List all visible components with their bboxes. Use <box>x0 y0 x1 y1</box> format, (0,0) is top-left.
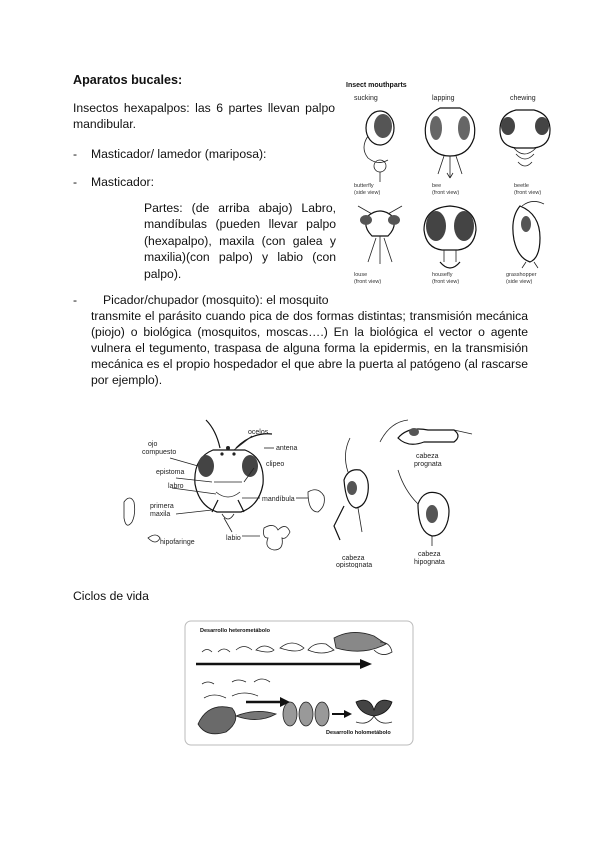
label-ojo: ojo <box>148 441 158 448</box>
label-opistognata: opistognata <box>336 562 373 568</box>
caption-louse: louse <box>354 272 368 278</box>
column-lapping: lapping <box>432 95 455 102</box>
caption-grasshopper: grasshopper <box>506 272 537 278</box>
label-hemimetabolous: Desarrollo heterometábolo <box>200 628 270 634</box>
bullet-piercing-sucking: Picador/chupador (mosquito): el mosquito <box>103 293 329 307</box>
caption-bee: bee <box>432 183 442 189</box>
caption-bee-view: (front view) <box>432 190 460 196</box>
label-clipeo: clipeo <box>266 461 285 468</box>
label-compuesto: compuesto <box>142 449 177 456</box>
bullet-dash: - <box>73 175 78 189</box>
label-ocelos: ocelos <box>248 429 269 436</box>
bullet-chewing: Masticador: <box>91 175 154 189</box>
bullet-dash: - <box>73 293 78 307</box>
caption-beetle-view: (front view) <box>514 190 542 196</box>
column-sucking: sucking <box>354 95 378 102</box>
bullet-dash: - <box>73 147 78 161</box>
label-labio: labio <box>226 535 241 542</box>
label-mandibula: mandíbula <box>262 496 295 503</box>
intro-paragraph: Insectos hexapalpos: las 6 partes llevan palpo mandibular. <box>73 101 335 131</box>
caption-beetle: beetle <box>514 183 529 189</box>
beetle-head-drawing <box>500 110 550 166</box>
label-maxila: maxila <box>150 511 171 518</box>
insect-mouthparts-figure <box>340 78 555 298</box>
label-hipognata: hipognata <box>414 559 445 566</box>
labium-drawing <box>264 525 291 550</box>
section-heading: Aparatos bucales: <box>73 73 183 87</box>
prognathous-head-drawing <box>380 420 472 444</box>
housefly-head-drawing <box>424 206 476 268</box>
life-cycles-figure <box>184 620 414 746</box>
label-antena: antena <box>276 445 298 452</box>
butterfly-head-drawing <box>364 111 394 182</box>
parts-paragraph: Partes: (de arriba abajo) Labro, mandíbulas (pueden llevar palpo (hexapalpo), maxila (con galea y maxilia)(con palpo) y labio (con palpo). <box>144 201 336 281</box>
louse-head-drawing <box>358 206 402 264</box>
caption-butterfly: butterfly <box>354 183 374 189</box>
label-primera: primera <box>150 503 174 510</box>
bee-head-drawing <box>425 108 474 178</box>
hypopharynx-drawing <box>148 535 160 542</box>
opisthognathous-head-drawing <box>334 438 368 540</box>
maxilla-drawing <box>124 498 135 525</box>
label-epistoma: epistoma <box>156 469 185 476</box>
label-labro: labro <box>168 483 184 490</box>
caption-grasshopper-view: (side view) <box>506 279 533 285</box>
grasshopper-head-drawing <box>513 201 544 268</box>
label-cabeza-prognata: cabeza <box>416 453 439 460</box>
hypognathous-head-drawing <box>398 470 449 546</box>
label-prognata: prognata <box>414 461 442 468</box>
life-cycles-heading: Ciclos de vida <box>73 589 149 603</box>
column-chewing: chewing <box>510 95 536 102</box>
caption-butterfly-view: (side view) <box>354 190 381 196</box>
caption-louse-view: (front view) <box>354 279 382 285</box>
label-holometabolous: Desarrollo holometábolo <box>326 730 391 736</box>
label-hipofaringe: hipofaringe <box>160 539 195 546</box>
label-cabeza-hipognata: cabeza <box>418 551 441 558</box>
head-anatomy-figure <box>118 408 478 568</box>
caption-housefly-view: (front view) <box>432 279 460 285</box>
mandible-drawing <box>308 490 324 512</box>
label-cabeza-opistognata-1: cabeza <box>342 555 365 562</box>
mosquito-paragraph: transmite el parásito cuando pica de dos formas distintas; transmisión mecánica (piojo) o biológica (mosquitos, moscas….) En la biológica el vector o agente vulnera el tegumento, traspasa de alguna forma la epidermis, en la transmisión mecánica es el propio hospedador el que abre la puerta al patógeno (al rascarse por ejemplo). <box>91 309 528 387</box>
bullet-chewing-lapping: Masticador/ lamedor (mariposa): <box>91 147 267 161</box>
caption-housefly: housefly <box>432 272 453 278</box>
figure-title: Insect mouthparts <box>346 82 407 89</box>
